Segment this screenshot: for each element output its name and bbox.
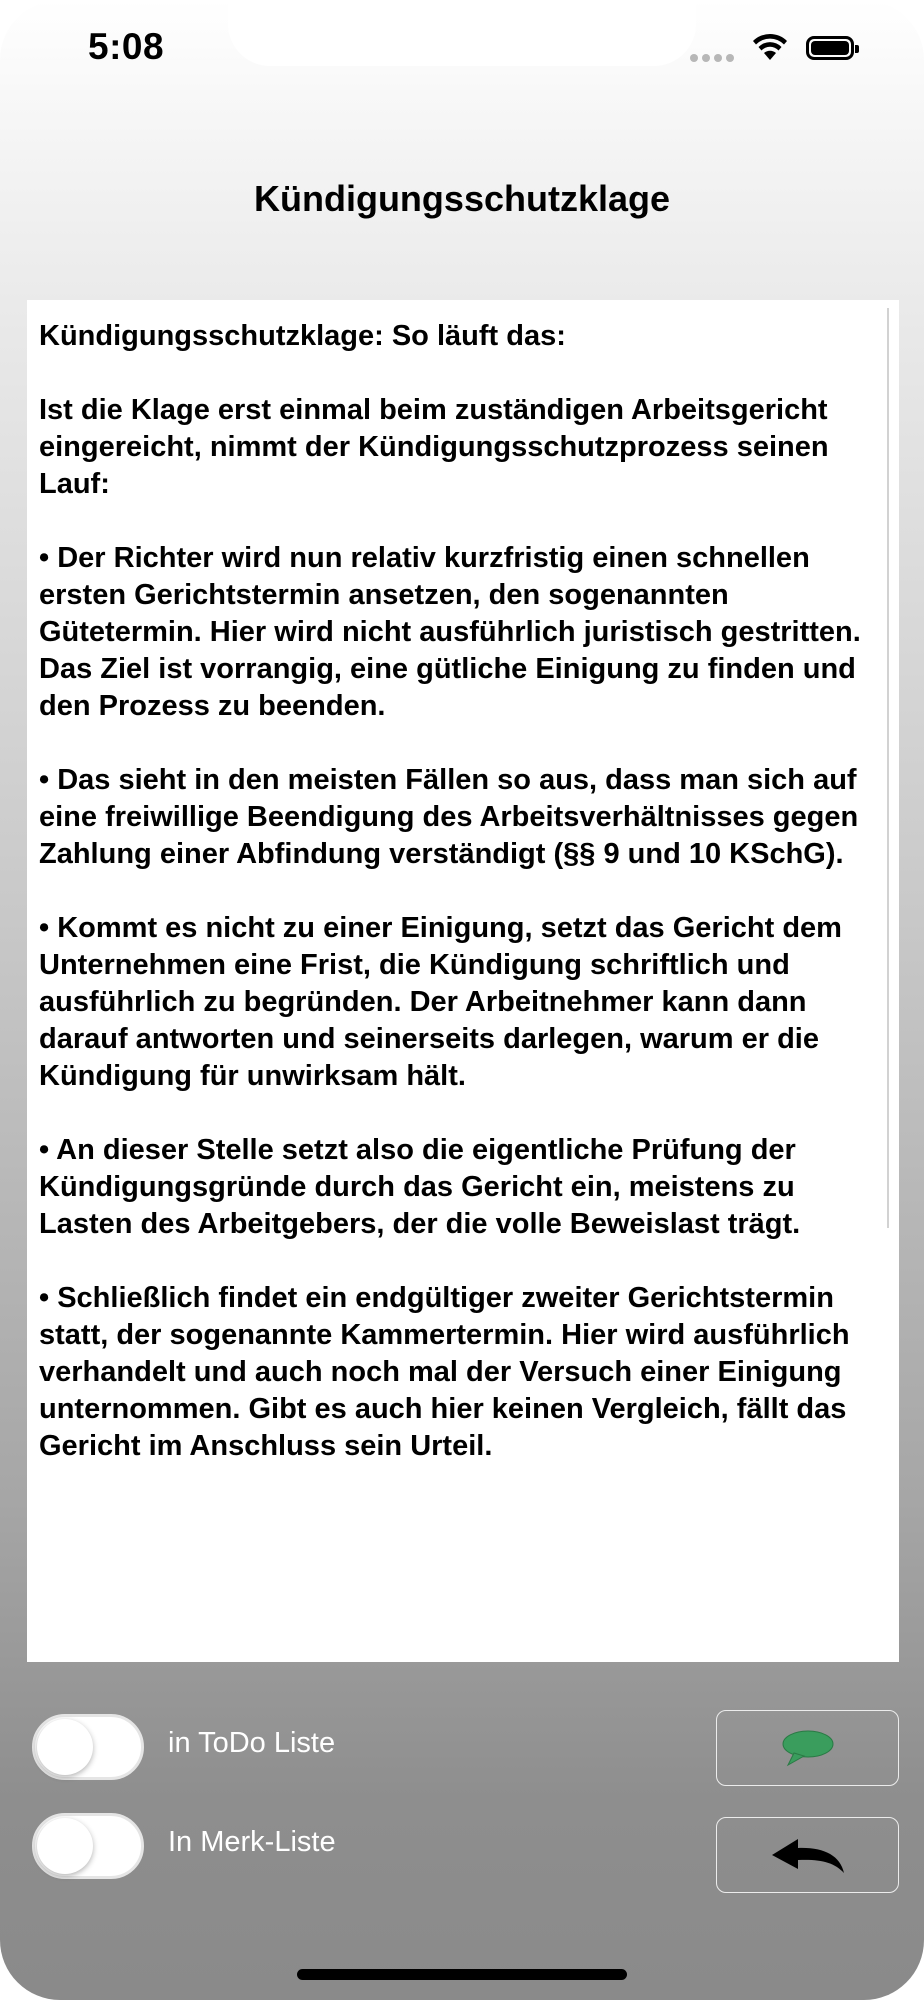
status-icons xyxy=(690,30,890,70)
page-title: Kündigungsschutzklage xyxy=(253,178,671,219)
scroll-indicator xyxy=(887,308,889,1228)
article-paragraph: • An dieser Stelle setzt also die eigentliche Prüfung der Kündigungsgründe durch das Gericht ein, meistens zu Lasten des Arbeitgebers, der die volle Beweislast trägt. xyxy=(39,1134,801,1240)
article-heading: Kündigungsschutzklage: So läuft das: xyxy=(39,320,566,352)
back-button[interactable] xyxy=(716,1817,899,1893)
speech-bubble-icon xyxy=(780,1728,836,1768)
article-paragraph: • Der Richter wird nun relativ kurzfristig einen schnellen ersten Gerichtstermin ansetzen, den sogenannten Gütetermin. Hier wird nicht ausführlich juristisch gestritten. Das Ziel ist vorrangig, eine gütliche Einigung zu finden und den Prozess zu beenden. xyxy=(39,542,861,722)
merk-toggle[interactable] xyxy=(32,1813,144,1879)
merk-toggle-row xyxy=(32,1813,532,1879)
status-time: 5:08 xyxy=(88,26,165,67)
article-paragraph: • Das sieht in den meisten Fällen so aus, dass man sich auf eine freiwillige Beendigung des Arbeitsverhältnisses gegen Zahlung einer Abfindung verständigt (§§ 9 und 10 KSchG). xyxy=(39,764,859,870)
merk-toggle-label: In Merk-Liste xyxy=(168,1826,336,1858)
home-indicator xyxy=(297,1969,627,1980)
article-paragraph: • Schließlich findet ein endgültiger zweiter Gerichtstermin statt, der sogenannte Kammertermin. Hier wird ausführlich verhandelt und auch noch mal der Versuch einer Einigung unternommen. Gibt es auch hier keinen Vergleich, fällt das Gericht im Anschluss sein Urteil. xyxy=(39,1282,850,1462)
todo-toggle-knob xyxy=(37,1719,93,1775)
article-paragraph: • Kommt es nicht zu einer Einigung, setzt das Gericht dem Unternehmen eine Frist, die Kündigung schriftlich und ausführlich zu begründen. Der Arbeitnehmer kann dann darauf antworten und seinerseits darlegen, warum er die Kündigung für unwirksam hält. xyxy=(39,912,842,1092)
wifi-icon xyxy=(752,32,788,62)
article-text-view[interactable] xyxy=(27,300,899,1662)
back-arrow-icon xyxy=(768,1833,848,1877)
cellular-signal-icon xyxy=(690,54,734,64)
todo-toggle[interactable] xyxy=(32,1714,144,1780)
comment-button[interactable] xyxy=(716,1710,899,1786)
battery-icon xyxy=(806,36,854,60)
article-paragraph: Ist die Klage erst einmal beim zuständigen Arbeitsgericht eingereicht, nimmt der Kündigungsschutzprozess seinen Lauf: xyxy=(39,394,829,500)
todo-toggle-row xyxy=(32,1714,532,1780)
device-notch xyxy=(228,0,696,66)
todo-toggle-label: in ToDo Liste xyxy=(168,1727,336,1759)
merk-toggle-knob xyxy=(37,1818,93,1874)
